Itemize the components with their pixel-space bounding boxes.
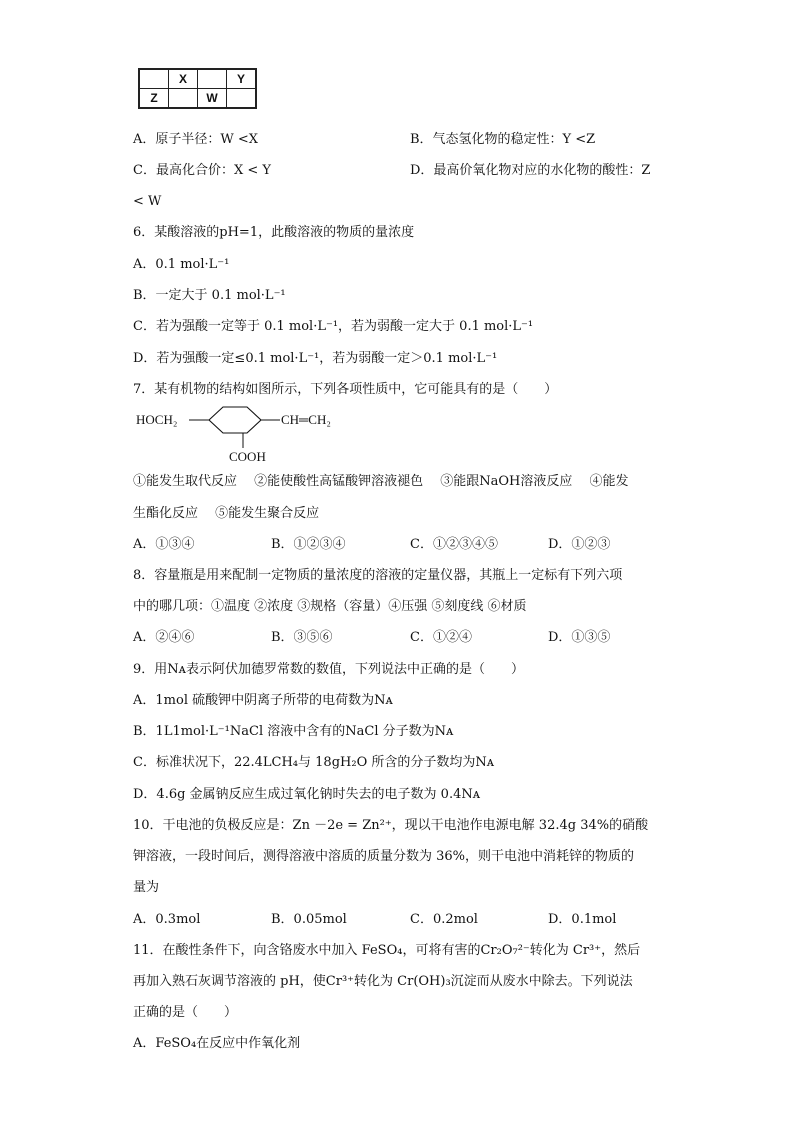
organic-structure-diagram — [133, 398, 373, 466]
q6-option-d: D．若为强酸一定≤0.1 mol·L⁻¹，若为弱酸一定＞0.1 mol·L⁻¹ — [133, 351, 498, 366]
cyclohexane-ring — [209, 407, 261, 433]
q11-stem-line1: 11．在酸性条件下，向含铬废水中加入 FeSO₄，可将有害的Cr₂O₇²⁻转化为 Cr³⁺，然后 — [133, 943, 641, 958]
q5-option-d: D．最高价氧化物对应的水化物的酸性：Z — [410, 163, 651, 178]
q7-stem: 7．某有机物的结构如图所示，下列各项性质中，它可能具有的是（ ） — [133, 382, 558, 397]
q7-option-b: B．①②③④ — [271, 537, 346, 552]
grid-cell: Z — [139, 89, 169, 109]
q10-option-b: B．0.05mol — [271, 912, 347, 927]
q7-option-a: A．①③④ — [133, 537, 195, 552]
grid-cell — [169, 89, 198, 109]
grid-row — [139, 89, 256, 109]
q11-stem-line2: 再加入熟石灰调节溶液的 pH，使Cr³⁺转化为 Cr(OH)₃沉淀而从废水中除去。下列说法 — [133, 974, 633, 989]
q6-option-c: C．若为强酸一定等于 0.1 mol·L⁻¹，若为弱酸一定大于 0.1 mol·L⁻¹ — [133, 319, 534, 334]
q8-option-b: B．③⑤⑥ — [271, 630, 333, 645]
structure-bottom-group: COOH — [229, 449, 266, 464]
q6-option-b: B．一定大于 0.1 mol·L⁻¹ — [133, 288, 286, 303]
q10-stem-line2: 钾溶液，一段时间后，测得溶液中溶质的质量分数为 36%，则干电池中消耗锌的物质的 — [133, 849, 635, 864]
grid-cell: X — [169, 69, 198, 89]
q10-stem-line1: 10．干电池的负极反应是：Zn －2e = Zn²⁺，现以干电池作电源电解 32.4g 34%的硝酸 — [133, 818, 649, 833]
q10-option-c: C．0.2mol — [410, 912, 478, 927]
q6-option-a: A．0.1 mol·L⁻¹ — [133, 257, 230, 272]
grid-cell — [198, 69, 227, 89]
q8-stem-line2: 中的哪几项：①温度 ②浓度 ③规格（容量）④压强 ⑤刻度线 ⑥材质 — [133, 599, 527, 614]
q8-option-c: C．①②④ — [410, 630, 472, 645]
q10-option-d: D．0.1mol — [548, 912, 617, 927]
q5-option-c: C．最高化合价：X < Y — [133, 163, 271, 178]
q9-option-c: C．标准状况下，22.4LCH₄与 18gH₂O 所含的分子数均为Nᴀ — [133, 755, 495, 770]
grid-row — [139, 69, 256, 89]
q8-option-d: D．①③⑤ — [548, 630, 611, 645]
q8-stem-line1: 8．容量瓶是用来配制一定物质的量浓度的溶液的定量仪器，其瓶上一定标有下列六项 — [133, 568, 623, 583]
q7-option-c: C．①②③④⑤ — [410, 537, 498, 552]
q9-stem: 9．用Nᴀ表示阿伏加德罗常数的数值，下列说法中正确的是（ ） — [133, 662, 524, 677]
periodic-table-fragment — [138, 68, 257, 109]
q7-properties-line1: ①能发生取代反应 ②能使酸性高锰酸钾溶液褪色 ③能跟NaOH溶液反应 ④能发 — [133, 474, 629, 489]
q7-properties-line2: 生酯化反应 ⑤能发生聚合反应 — [133, 506, 320, 521]
q8-option-a: A．②④⑥ — [133, 630, 195, 645]
structure-left-group: HOCH₂ — [136, 412, 178, 427]
q9-option-a: A．1mol 硫酸钾中阴离子所带的电荷数为Nᴀ — [133, 693, 393, 708]
grid-cell: W — [198, 89, 227, 109]
q5-option-d-continued: < W — [133, 194, 162, 209]
q5-option-a: A．原子半径：W <X — [133, 132, 259, 147]
grid-cell: Y — [227, 69, 257, 89]
q7-option-d: D．①②③ — [548, 537, 611, 552]
q11-stem-line3: 正确的是（ ） — [133, 1005, 238, 1020]
q5-option-b: B．气态氢化物的稳定性：Y <Z — [410, 132, 596, 147]
grid-cell — [139, 69, 169, 89]
grid-cell — [227, 89, 257, 109]
q11-option-a: A．FeSO₄在反应中作氧化剂 — [133, 1036, 301, 1051]
q9-option-d: D．4.6g 金属钠反应生成过氧化钠时失去的电子数为 0.4Nᴀ — [133, 787, 481, 802]
q9-option-b: B．1L1mol·L⁻¹NaCl 溶液中含有的NaCl 分子数为Nᴀ — [133, 724, 454, 739]
q6-stem: 6．某酸溶液的pH=1，此酸溶液的物质的量浓度 — [133, 225, 415, 240]
q10-stem-line3: 量为 — [133, 880, 160, 895]
structure-right-group: CH═CH₂ — [281, 412, 331, 427]
q10-option-a: A．0.3mol — [133, 912, 201, 927]
